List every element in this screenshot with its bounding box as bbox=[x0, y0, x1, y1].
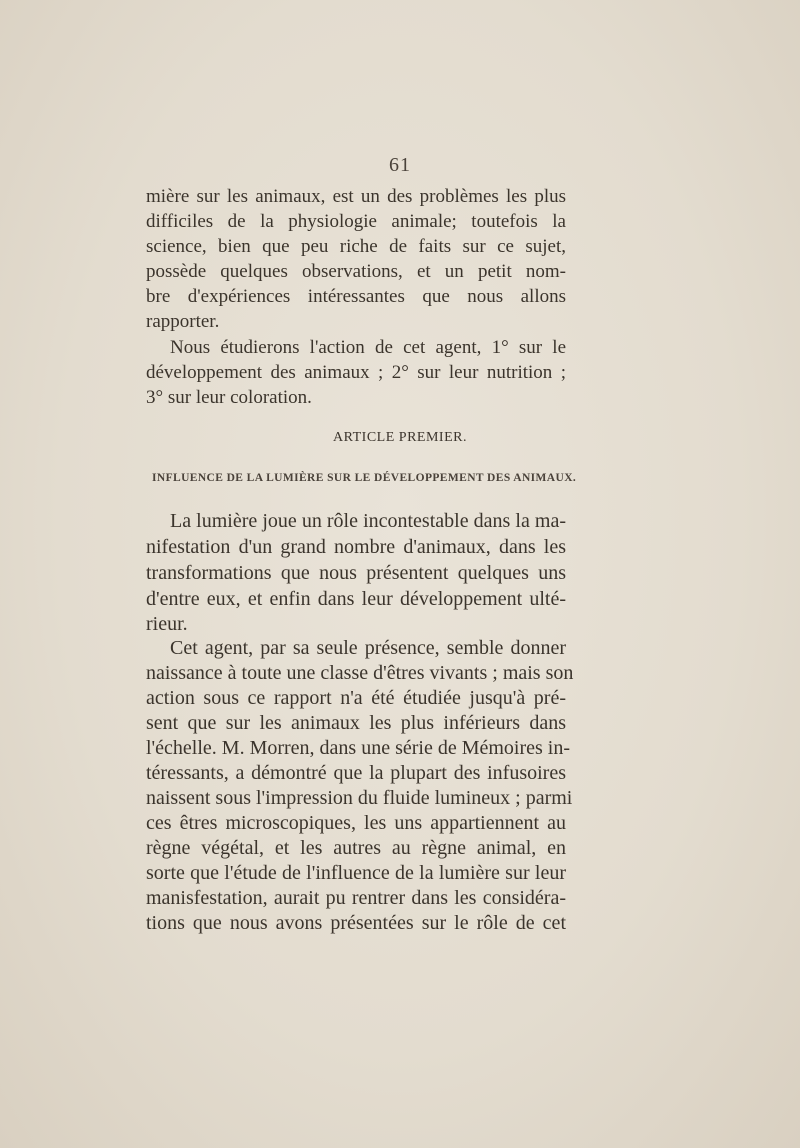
text-line: sorte que l'étude de l'influence de la lumière sur leur bbox=[146, 862, 566, 884]
text-line: possède quelques observations, et un petit nom- bbox=[146, 261, 566, 282]
text-line: bre d'expériences intéressantes que nous allons bbox=[146, 286, 566, 307]
text-line: ces êtres microscopiques, les uns appartiennent au bbox=[146, 812, 566, 834]
text-line: 3° sur leur coloration. bbox=[146, 387, 312, 408]
text-line: transformations que nous présentent quelques uns bbox=[146, 562, 566, 584]
text-line: règne végétal, et les autres au règne animal, en bbox=[146, 837, 566, 859]
text-line: rapporter. bbox=[146, 311, 220, 332]
text-line: action sous ce rapport n'a été étudiée jusqu'à pré- bbox=[146, 687, 566, 709]
text-line: tions que nous avons présentées sur le rôle de cet bbox=[146, 912, 566, 934]
text-line: naissance à toute une classe d'êtres vivants ; mais son bbox=[146, 662, 574, 684]
text-line: l'échelle. M. Morren, dans une série de Mémoires in- bbox=[146, 737, 571, 759]
text-line: sent que sur les animaux les plus inférieurs dans bbox=[146, 712, 566, 734]
text-line: rieur. bbox=[146, 613, 188, 635]
text-line: difficiles de la physiologie animale; toutefois la bbox=[146, 211, 566, 232]
text-line: nifestation d'un grand nombre d'animaux, dans les bbox=[146, 536, 566, 558]
text-line: développement des animaux ; 2° sur leur nutrition ; bbox=[146, 362, 566, 383]
text-line: naissent sous l'impression du fluide lumineux ; parmi bbox=[146, 787, 573, 809]
text-line: manisfestation, aurait pu rentrer dans les considéra- bbox=[146, 887, 566, 909]
text-line: Cet agent, par sa seule présence, semble donner bbox=[170, 637, 566, 659]
text-line: Nous étudierons l'action de cet agent, 1° sur le bbox=[170, 337, 566, 358]
text-line: téressants, a démontré que la plupart des infusoires bbox=[146, 762, 566, 784]
page-number: 61 bbox=[389, 154, 411, 176]
text-line: mière sur les animaux, est un des problèmes les plus bbox=[146, 186, 566, 207]
section-title: INFLUENCE DE LA LUMIÈRE SUR LE DÉVELOPPEMENT DES ANIMAUX. bbox=[152, 472, 577, 484]
text-line: La lumière joue un rôle incontestable dans la ma- bbox=[170, 510, 566, 532]
article-title: ARTICLE PREMIER. bbox=[333, 430, 467, 445]
text-line: science, bien que peu riche de faits sur ce sujet, bbox=[146, 236, 566, 257]
text-line: d'entre eux, et enfin dans leur développement ulté- bbox=[146, 588, 566, 610]
